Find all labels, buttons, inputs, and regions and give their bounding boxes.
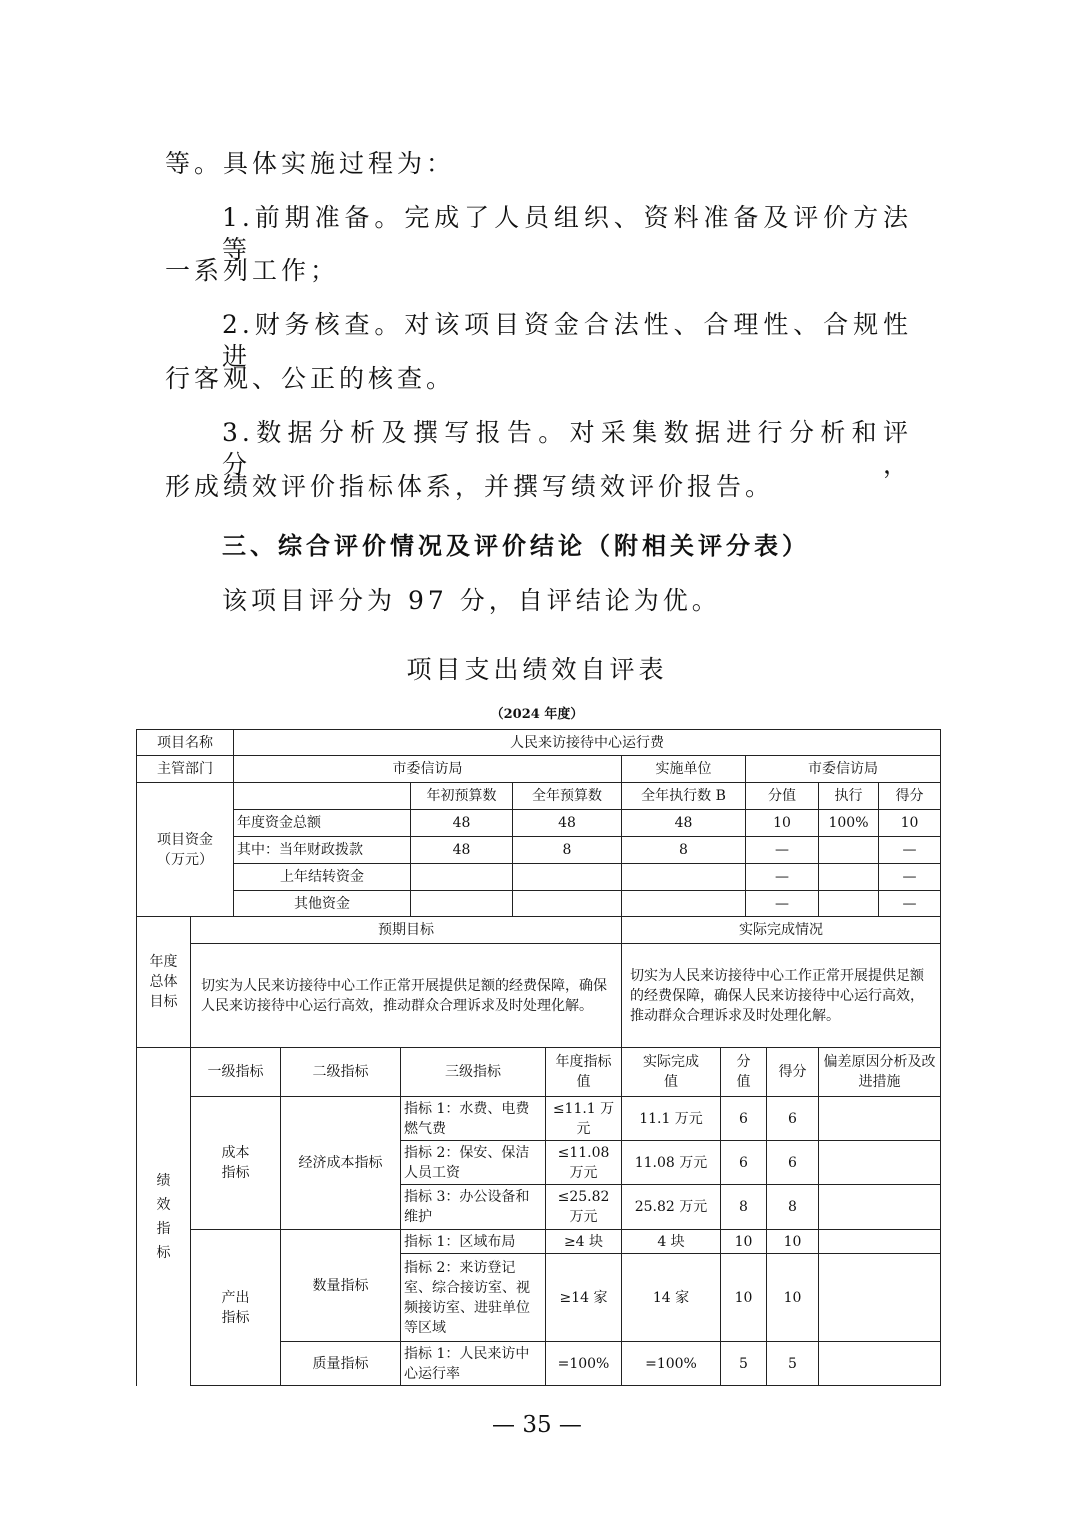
label: 主管部门 [137, 756, 234, 783]
label: 实施单位 [622, 756, 746, 783]
paragraph-line: 1.前期准备。完成了人员组织、资料准备及评价方法等 [222, 203, 912, 264]
col-header: 执行 [819, 783, 879, 810]
funds-table [136, 729, 941, 917]
impl: 市委信访局 [746, 756, 941, 783]
table-row: 质量指标 指标 1：人民来访中心运行率 =100% =100% 5 5 [137, 1342, 941, 1386]
table-row: 指标 3：办公设备和维护 ≤25.82 万元 25.82 万元 8 8 [137, 1185, 941, 1230]
col-header: 全年执行数 B [622, 783, 746, 810]
expected-goal: 切实为人民来访接待中心工作正常开展提供足额的经费保障，确保人民来访接待中心运行高效，推动群众合理诉求及时处理化解。 [191, 944, 622, 1048]
table-row: 上年结转资金 — — [137, 864, 941, 891]
col-header: 一级指标 [191, 1048, 281, 1097]
col-header: 得分 [767, 1048, 819, 1097]
paragraph-line: 3.数据分析及撰写报告。对采集数据进行分析和评分， [222, 418, 912, 479]
label: 项目名称 [137, 730, 234, 756]
performance-table [136, 1047, 941, 1386]
perf-label: 绩效指标 [137, 1048, 191, 1386]
expected-label: 预期目标 [191, 917, 622, 944]
col-header: 三级指标 [401, 1048, 546, 1097]
goal-table [136, 916, 941, 1048]
col-header: 得分 [879, 783, 941, 810]
paragraph-line: 2.财务核查。对该项目资金合法性、合理性、合规性进 [222, 310, 912, 371]
table-row: 年度资金总额 48 48 48 10 100% 10 [137, 810, 941, 837]
col-header: 偏差原因分析及改进措施 [819, 1048, 941, 1097]
paragraph-line: 一系列工作； [165, 256, 340, 285]
section-heading: 三、综合评价情况及评价结论（附相关评分表） [222, 532, 810, 560]
goal-label: 年度 总体 目标 [137, 917, 191, 1048]
col-header: 实际完成值 [622, 1048, 721, 1097]
conclusion: 该项目评分为 97 分，自评结论为优。 [222, 586, 721, 615]
col-header: 分值 [746, 783, 819, 810]
col-header: 分值 [721, 1048, 767, 1097]
table-row: 指标 2：来访登记室、综合接访室、视频接访室、进驻单位等区域 ≥14 家 14 家 10 10 [137, 1254, 941, 1342]
col-header: 年度指标值 [546, 1048, 622, 1097]
table-row: 其他资金 — — [137, 891, 941, 917]
paragraph-line: 等。具体实施过程为： [165, 149, 456, 178]
col-header: 年初预算数 [411, 783, 513, 810]
paragraph-line: 形成绩效评价指标体系，并撰写绩效评价报告。 [165, 472, 775, 501]
project-name: 人民来访接待中心运行费 [234, 730, 941, 756]
dept: 市委信访局 [234, 756, 622, 783]
table-row: 指标 2：保安、保洁人员工资 ≤11.08 万元 11.08 万元 6 6 [137, 1141, 941, 1185]
paragraph-line: 行客观、公正的核查。 [165, 364, 456, 393]
actual-result: 切实为人民来访接待中心工作正常开展提供足额的经费保障，确保人民来访接待中心运行高效，推动群众合理诉求及时处理化解。 [622, 944, 941, 1048]
page-number: — 35 — [492, 1412, 582, 1438]
col-header: 二级指标 [281, 1048, 401, 1097]
table-row: 其中：当年财政拨款 48 8 8 — — [137, 837, 941, 864]
actual-label: 实际完成情况 [622, 917, 941, 944]
col-header: 全年预算数 [513, 783, 622, 810]
table-title: 项目支出绩效自评表 [406, 655, 668, 684]
table-row: 产出指标 数量指标 指标 1：区域布局 ≥4 块 4 块 10 10 [137, 1230, 941, 1254]
table-year: （2024 年度） [490, 707, 584, 722]
table-row: 成本指标 经济成本指标 指标 1：水费、电费燃气费 ≤11.1 万元 11.1 万元 6 6 [137, 1097, 941, 1141]
funds-label: 项目资金 （万元） [137, 783, 234, 917]
